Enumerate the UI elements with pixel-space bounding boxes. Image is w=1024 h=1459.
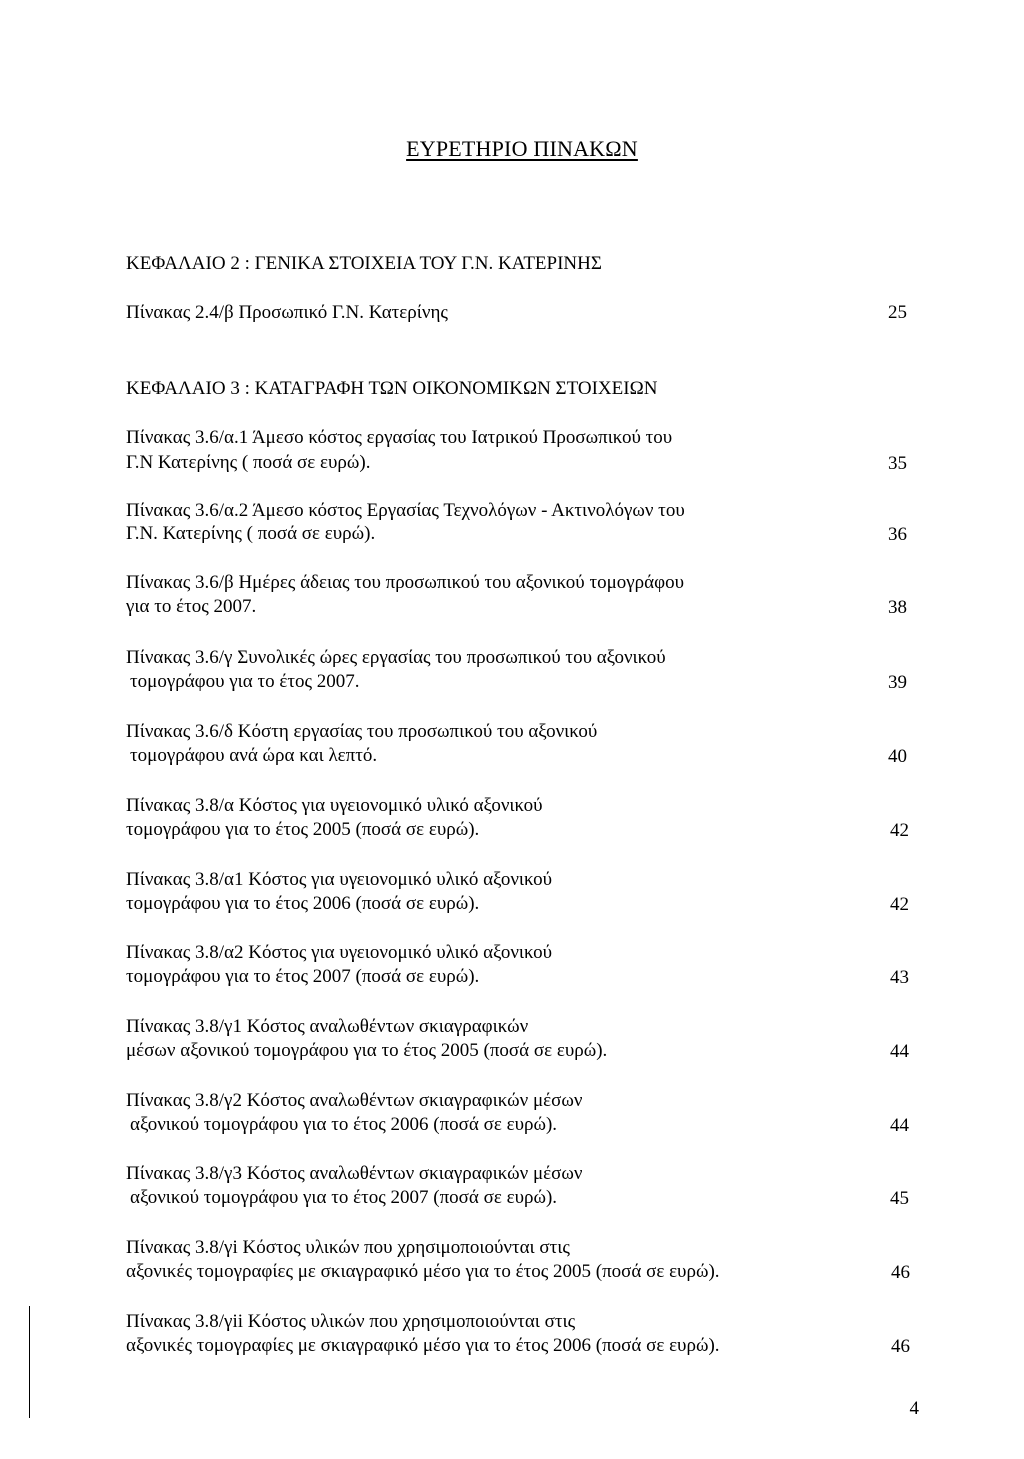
entry-page-number: 42 — [890, 894, 909, 915]
entry-line: Πίνακας 3.6/γ Συνολικές ώρες εργασίας του προσωπικού του αξονικού — [126, 647, 666, 668]
entry-line: τομογράφου για το έτος 2006 (ποσά σε ευρώ). — [126, 893, 480, 914]
entry-line: αξονικές τομογραφίες με σκιαγραφικό μέσο για το έτος 2005 (ποσά σε ευρώ). — [126, 1261, 720, 1282]
entry-line: Πίνακας 3.8/γi Κόστος υλικών που χρησιμοποιούνται στις — [126, 1237, 570, 1258]
entry-line: Πίνακας 3.6/α.1 Άμεσο κόστος εργασίας του Ιατρικού Προσωπικού του — [126, 427, 673, 448]
chapter-3-heading: ΚΕΦΑΛΑΙΟ 3 : ΚΑΤΑΓΡΑΦΗ ΤΩΝ ΟΙΚΟΝΟΜΙΚΩΝ ΣΤΟΙΧΕΙΩΝ — [126, 378, 658, 399]
entry-line: για το έτος 2007. — [126, 596, 257, 617]
entry-page-number: 35 — [888, 453, 907, 474]
chapter-2-heading: ΚΕΦΑΛΑΙΟ 2 : ΓΕΝΙΚΑ ΣΤΟΙΧΕΙΑ ΤΟΥ Γ.Ν. ΚΑΤΕΡΙΝΗΣ — [126, 253, 602, 274]
entry-line: αξονικού τομογράφου για το έτος 2007 (ποσά σε ευρώ). — [130, 1187, 558, 1208]
entry-line: τομογράφου για το έτος 2007. — [130, 671, 360, 692]
entry-line: μέσων αξονικού τομογράφου για το έτος 2005 (ποσά σε ευρώ). — [126, 1040, 608, 1061]
entry-page-number: 43 — [890, 967, 909, 988]
entry-line: αξονικού τομογράφου για το έτος 2006 (ποσά σε ευρώ). — [130, 1114, 558, 1135]
entry-page-number: 25 — [888, 302, 907, 323]
entry-line: Πίνακας 3.8/α1 Κόστος για υγειονομικό υλικό αξονικού — [126, 869, 553, 890]
entry-page-number: 39 — [888, 672, 907, 693]
entry-page-number: 46 — [891, 1336, 910, 1357]
entry-line: Πίνακας 3.8/γii Κόστος υλικών που χρησιμοποιούνται στις — [126, 1311, 576, 1332]
entry-line: Πίνακας 3.6/β Ημέρες άδειας του προσωπικού του αξονικού τομογράφου — [126, 572, 684, 593]
entry-line: Γ.Ν Κατερίνης ( ποσά σε ευρώ). — [126, 452, 371, 473]
entry-page-number: 42 — [890, 820, 909, 841]
entry-line: Γ.Ν. Κατερίνης ( ποσά σε ευρώ). — [126, 523, 376, 544]
entry-line: τομογράφου ανά ώρα και λεπτό. — [130, 745, 378, 766]
entry-line: Πίνακας 3.8/γ2 Κόστος αναλωθέντων σκιαγραφικών μέσων — [126, 1090, 583, 1111]
entry-page-number: 44 — [890, 1041, 909, 1062]
entry-line: τομογράφου για το έτος 2007 (ποσά σε ευρώ). — [126, 966, 480, 987]
entry-page-number: 45 — [890, 1188, 909, 1209]
entry-page-number: 38 — [888, 597, 907, 618]
entry-page-number: 44 — [890, 1115, 909, 1136]
index-title: ΕΥΡΕΤΗΡΙΟ ΠΙΝΑΚΩΝ — [406, 136, 638, 161]
entry-line: τομογράφου για το έτος 2005 (ποσά σε ευρώ). — [126, 819, 480, 840]
entry-line: Πίνακας 3.8/α Κόστος για υγειονομικό υλικό αξονικού — [126, 795, 543, 816]
margin-line — [29, 1306, 30, 1418]
entry-line: Πίνακας 3.8/γ1 Κόστος αναλωθέντων σκιαγραφικών — [126, 1016, 529, 1037]
entry-line: αξονικές τομογραφίες με σκιαγραφικό μέσο για το έτος 2006 (ποσά σε ευρώ). — [126, 1335, 720, 1356]
entry-page-number: 40 — [888, 746, 907, 767]
entry-line: Πίνακας 3.8/γ3 Κόστος αναλωθέντων σκιαγραφικών μέσων — [126, 1163, 583, 1184]
entry-line: Πίνακας 3.6/δ Κόστη εργασίας του προσωπικού του αξονικού — [126, 721, 598, 742]
entry-line: Πίνακας 3.8/α2 Κόστος για υγειονομικό υλικό αξονικού — [126, 942, 553, 963]
entry-page-number: 46 — [891, 1262, 910, 1283]
page-number: 4 — [909, 1398, 919, 1419]
entry-page-number: 36 — [888, 524, 907, 545]
entry-line: Πίνακας 2.4/β Προσωπικό Γ.Ν. Κατερίνης — [126, 302, 448, 323]
entry-line: Πίνακας 3.6/α.2 Άμεσο κόστος Εργασίας Τεχνολόγων - Ακτινολόγων του — [126, 500, 685, 521]
